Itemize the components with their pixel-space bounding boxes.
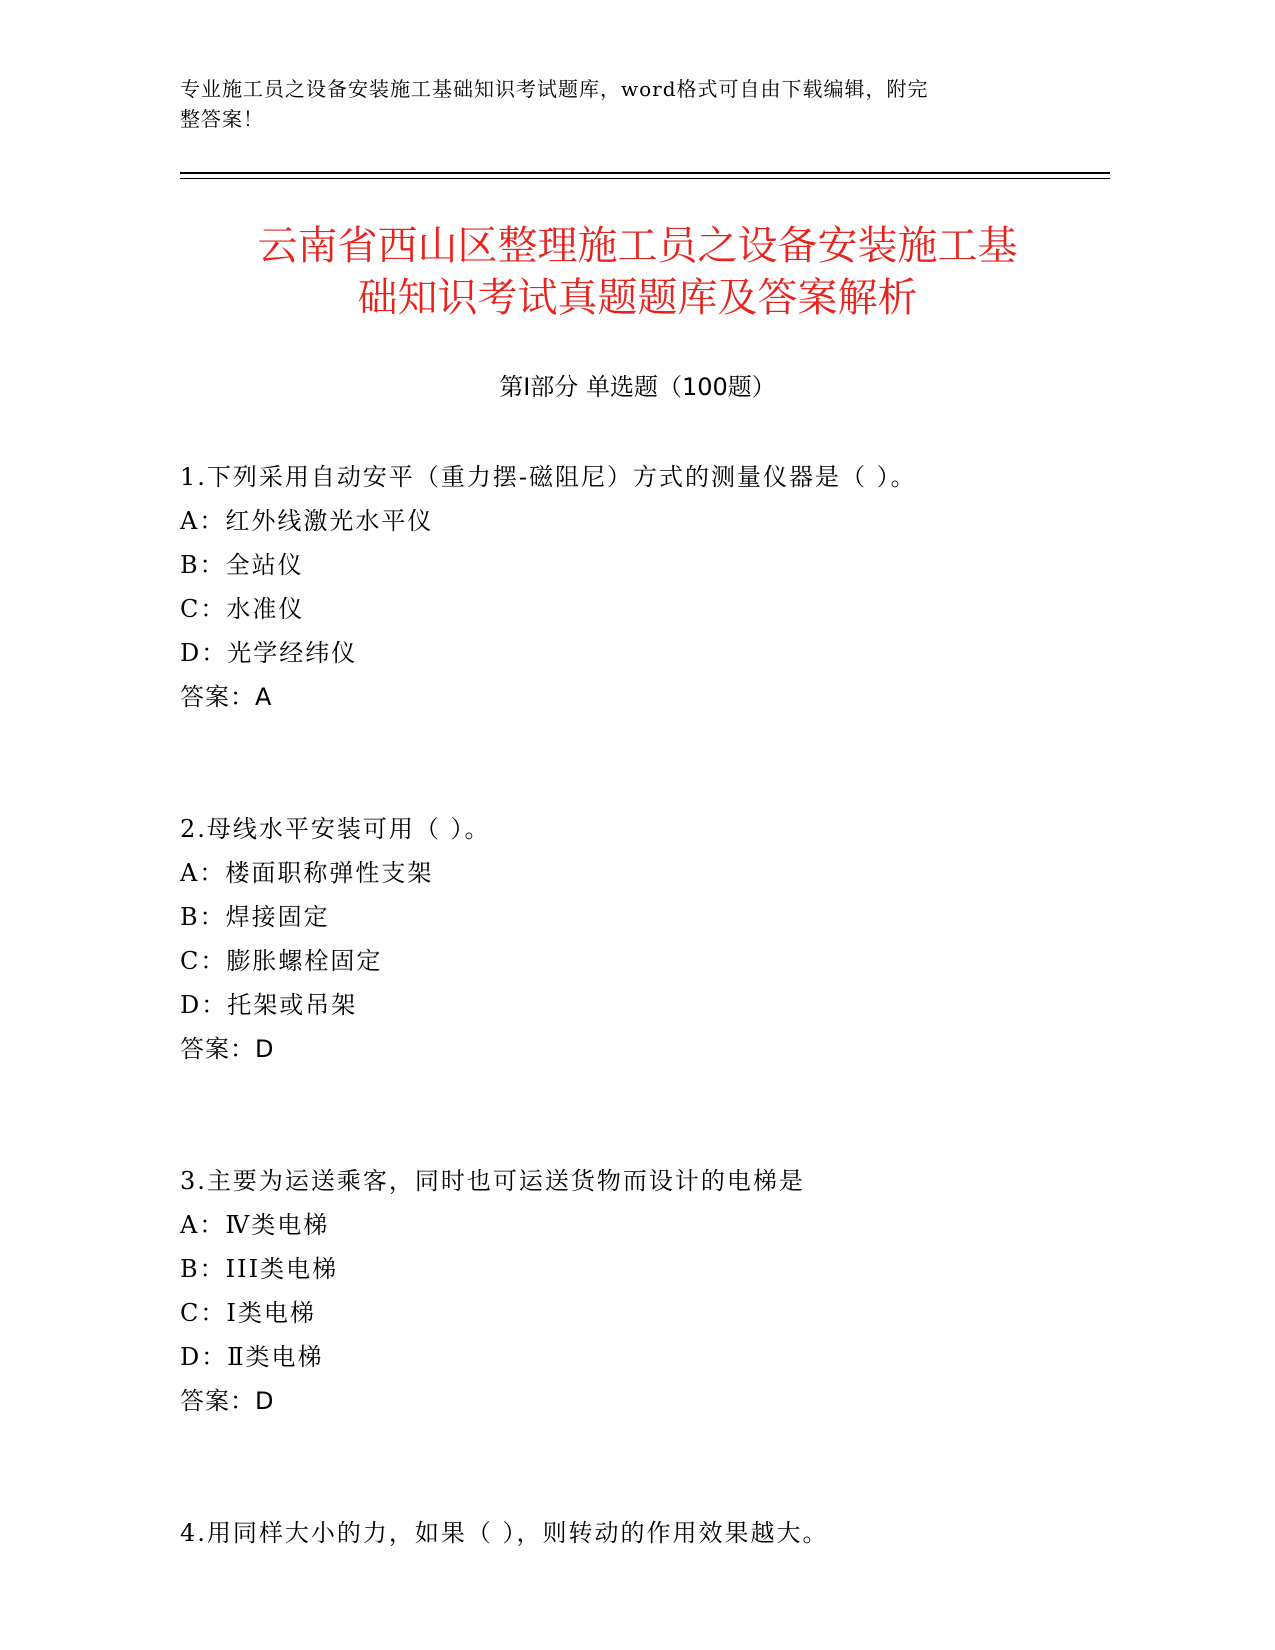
question-list	[180, 455, 1110, 1555]
question-1	[180, 455, 1110, 719]
question-stem: 3.主要为运送乘客，同时也可运送货物而设计的电梯是	[180, 1167, 805, 1195]
answer-line: 答案：D	[180, 1035, 275, 1063]
option-b: B：焊接固定	[180, 903, 330, 931]
option-a: A：红外线激光水平仪	[180, 507, 434, 535]
option-b: B：全站仪	[180, 551, 304, 579]
question-spacer	[180, 719, 1110, 807]
option-c: C：Ⅰ类电梯	[180, 1299, 316, 1327]
document-title-line-1: 云南省西山区整理施工员之设备安装施工基	[257, 223, 1018, 269]
option-a: A：Ⅳ类电梯	[180, 1211, 330, 1239]
option-d: D：光学经纬仪	[180, 639, 358, 667]
question-stem: 2.母线水平安装可用（ ）。	[180, 815, 491, 843]
question-3	[180, 1159, 1110, 1423]
section-title: 第Ⅰ部分 单选题（100题）	[499, 373, 776, 401]
option-a: A：楼面职称弹性支架	[180, 859, 434, 887]
header-divider-thin	[180, 178, 1110, 179]
answer-line: 答案：A	[180, 683, 273, 711]
option-c: C：膨胀螺栓固定	[180, 947, 383, 975]
header-note	[180, 74, 1050, 134]
option-b: B：III类电梯	[180, 1255, 339, 1283]
question-spacer	[180, 1423, 1110, 1511]
option-d: D：Ⅱ类电梯	[180, 1343, 324, 1371]
option-c: C：水准仪	[180, 595, 305, 623]
answer-line: 答案：D	[180, 1387, 275, 1415]
question-stem: 1.下列采用自动安平（重力摆-磁阻尼）方式的测量仪器是（ ）。	[180, 463, 917, 491]
question-2	[180, 807, 1110, 1071]
document-title	[150, 220, 1125, 324]
question-4	[180, 1511, 1110, 1555]
header-note-line-1: 专业施工员之设备安装施工基础知识考试题库，word格式可自由下载编辑，附完	[180, 77, 929, 101]
header-divider-thick	[180, 172, 1110, 174]
question-spacer	[180, 1071, 1110, 1159]
header-note-line-2: 整答案！	[180, 107, 264, 131]
option-d: D：托架或吊架	[180, 991, 358, 1019]
question-stem: 4.用同样大小的力，如果（ ），则转动的作用效果越大。	[180, 1519, 829, 1547]
document-title-line-2: 础知识考试真题题库及答案解析	[357, 275, 918, 321]
